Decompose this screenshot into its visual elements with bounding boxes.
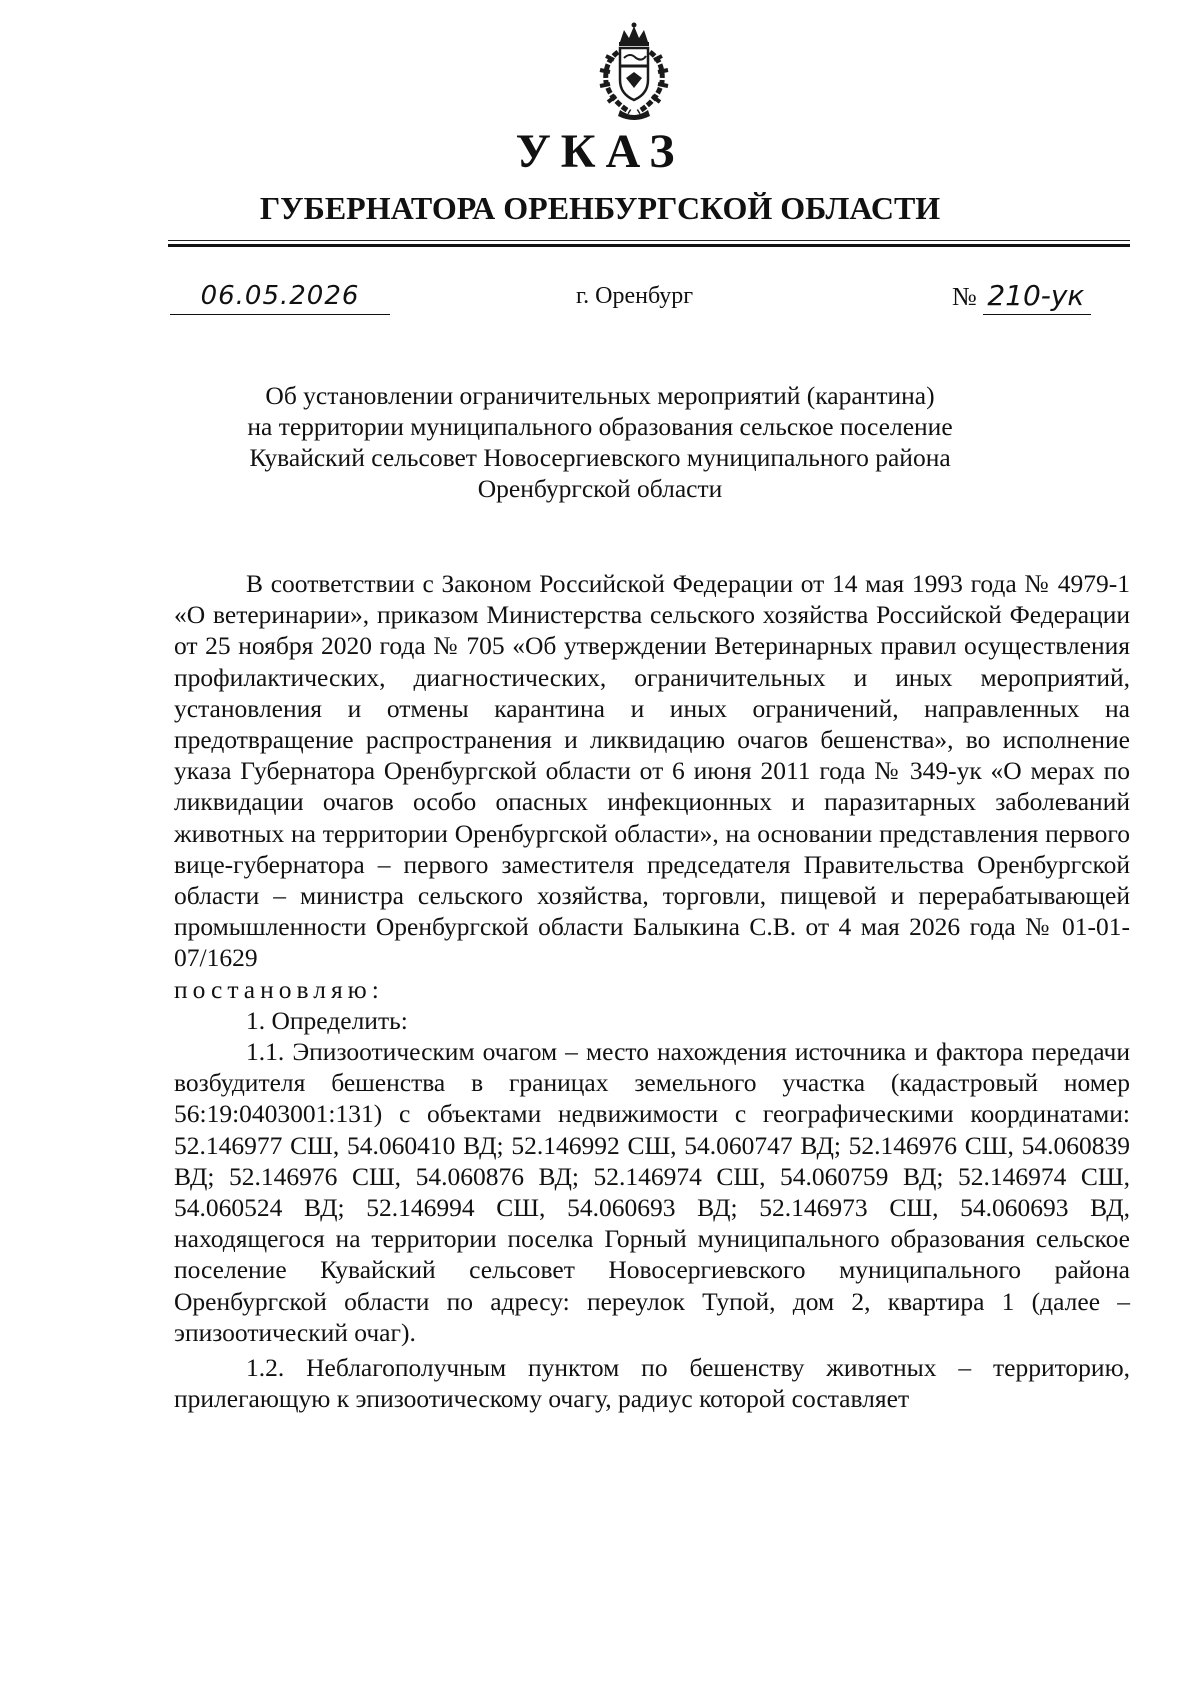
decree-body	[174, 568, 1130, 1414]
item-1-1: 1.1. Эпизоотическим очагом – место нахождения источника и фактора передачи возбудителя бешенства в границах земельного участка (кадастровый номер 56:19:0403001:131) с объектами недвижимости с географическими координатами: 52.146977 СШ, 54.060410 ВД; 52.146992 СШ, 54.060747 ВД; 52.146976 СШ, 54.060839 ВД; 52.146976 СШ, 54.060876 ВД; 52.146974 СШ, 54.060759 ВД; 52.146974 СШ, 54.060524 ВД; 52.146994 СШ, 54.060693 ВД; 52.146973 СШ, 54.060693 ВД, находящегося на территории поселка Горный муниципального образования сельское поселение Кувайский сельсовет Новосергиевского муниципального района Оренбургской области по адресу: переулок Тупой, дом 2, квартира 1 (далее – эпизоотический очаг).	[174, 1037, 1130, 1347]
item-1: 1. Определить:	[246, 1005, 408, 1035]
decree-heading-line: на территории муниципального образования сельское поселение	[247, 412, 953, 441]
document-subtitle: ГУБЕРНАТОРА ОРЕНБУРГСКОЙ ОБЛАСТИ	[259, 190, 941, 226]
decree-heading	[200, 380, 1000, 504]
decree-word: постановляю:	[174, 974, 384, 1004]
decree-heading-line: Об установлении ограничительных мероприятий (карантина)	[265, 381, 935, 410]
header-divider-thin	[168, 240, 1130, 241]
decree-date: 06.05.2026	[170, 278, 390, 315]
decree-number-label: №	[952, 282, 977, 311]
decree-heading-line: Кувайский сельсовет Новосергиевского муниципального района	[249, 443, 951, 472]
coat-of-arms-icon	[590, 22, 678, 122]
preamble-paragraph: В соответствии с Законом Российской Федерации от 14 мая 1993 года № 4979-1 «О ветеринарии», приказом Министерства сельского хозяйства Российской Федерации от 25 ноября 2020 года № 705 «Об утверждении Ветеринарных правил осуществления профилактических, диагностических, ограничительных и иных мероприятий, установления и отмены карантина и иных ограничений, направленных на предотвращение распространения и ликвидацию очагов бешенства», во исполнение указа Губернатора Оренбургской области от 6 июня 2011 года № 349-ук «О мерах по ликвидации очагов особо опасных инфекционных и паразитарных заболеваний животных на территории Оренбургской области», на основании представления первого вице-губернатора – первого заместителя председателя Правительства Оренбургской области – министра сельского хозяйства, торговли, пищевой и перерабатывающей промышленности Оренбургской области Балыкина С.В. от 4 мая 2026 года № 01-01-07/1629	[174, 569, 1130, 973]
decree-city: г. Оренбург	[576, 283, 694, 309]
decree-number-value: 210-ук	[983, 278, 1091, 315]
item-1-2: 1.2. Неблагополучным пунктом по бешенству животных – территорию, прилегающую к эпизоотическому очагу, радиус которой составляет	[174, 1353, 1130, 1414]
decree-number	[952, 278, 1091, 315]
decree-heading-line: Оренбургской области	[477, 474, 723, 503]
header-divider-thick	[168, 244, 1130, 247]
document-title: УКАЗ	[515, 125, 685, 178]
